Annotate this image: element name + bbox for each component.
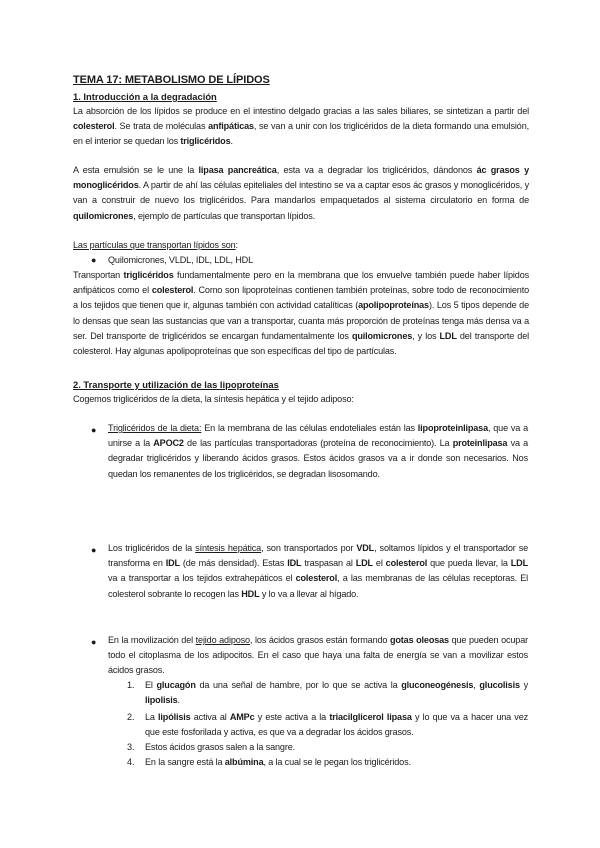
bold-term: apolipoproteínas — [358, 300, 429, 311]
text-run: del transporte del colesterol. Hay algunas apolipoproteínas que son específicas del tipo de partículas. — [73, 330, 529, 357]
bold-term: triglicéridos — [180, 136, 231, 147]
numbered-item-1 — [145, 678, 528, 708]
text-run: ). Los 5 tipos depende de lo densas que sean las sustancias que van a transportar, cuanta más proporción de proteínas tenga más densa va a ser. Del transporte de triglicéridos se encargan fundamentalmente los — [73, 300, 529, 341]
bold-term: quilomicrones — [351, 330, 413, 341]
bold-term: colesterol — [151, 285, 194, 296]
text-run: , son transportados por — [261, 543, 357, 553]
bullet-dietary-triglycerides — [108, 421, 528, 482]
bold-term: proteinlipasa — [452, 438, 508, 449]
underlined-text: síntesis hepática — [195, 543, 262, 553]
bold-term: APOC2 — [153, 438, 184, 449]
bold-term: colesterol — [73, 121, 115, 132]
text-run: y lo va a llevar al hígado. — [259, 588, 359, 599]
numbered-item-marker: 2. — [127, 712, 135, 722]
text-run: que pueden ocupar todo el citoplasma de los adipocitos. En el caso que haya una falta de energía se van a movilizar estos ácidos grasos. — [108, 635, 528, 676]
underlined-text: tejido adiposo — [195, 635, 250, 645]
bold-term: glucolisis — [479, 680, 520, 690]
bold-term: colesterol — [385, 558, 428, 569]
text-run: , soltamos lípidos y el transportador se transforma en — [108, 543, 528, 569]
bold-term: gotas oleosas — [389, 635, 449, 645]
text-run: . A partir de ahí las células epiteliales del intestino se va a captar esos ác grasos y monoglicéridos, y van a construir de nuevo los triglicéridos. Para mandarlos empaquetados al sistema circulatorio en forma de — [73, 180, 529, 206]
text-run: A esta emulsión se le une la — [73, 165, 199, 175]
bold-term: VDL — [356, 543, 375, 553]
bold-term: gluconeogénesis — [401, 680, 474, 690]
bullet-icon: ● — [91, 425, 97, 435]
bold-term: lipasa pancreática — [198, 165, 277, 175]
text-run: , — [473, 680, 480, 690]
particles-heading-colon: : — [235, 240, 238, 250]
text-run: da una señal de hambre, por lo que se activa la — [195, 680, 402, 690]
text-run: traspasan al — [301, 558, 356, 569]
numbered-item-2 — [145, 710, 528, 740]
text-run: , los ácidos grasos están formando — [249, 635, 390, 645]
text-run: La — [145, 712, 159, 722]
bold-term: colesterol — [295, 573, 338, 584]
bold-term: lipoproteinlipasa — [417, 423, 488, 433]
text-run: . — [177, 695, 180, 706]
text-run: de las partículas transportadoras (proteína de reconocimiento). La — [183, 438, 453, 449]
text-run: , se van a unir con los triglicéridos de la dieta formando una emulsión, en el interior se quedan los — [73, 121, 529, 147]
bold-term: ác grasos y monoglicéridos — [73, 165, 529, 191]
section-2-intro: Cogemos triglicéridos de la dieta, la síntesis hepática y el tejido adiposo: — [73, 394, 354, 404]
bullet-hepatic-synthesis — [108, 541, 528, 602]
section-1-paragraph-1 — [73, 104, 529, 150]
particles-list-item: Quilomicrones, VLDL, IDL, LDL, HDL — [108, 255, 254, 265]
bold-term: triglicéridos — [123, 270, 174, 280]
text-run: En la membrana de las células endoteliales están las — [201, 423, 418, 433]
text-run: , que va a unirse a la — [108, 423, 528, 449]
bold-term: LDL — [439, 330, 457, 341]
bullet-icon: ● — [91, 637, 97, 647]
text-run: Los triglicéridos de la — [108, 543, 196, 553]
text-run: , ejemplo de partículas que transportan lípidos. — [133, 210, 316, 221]
text-run: En la sangre está la — [145, 757, 225, 767]
text-run: . Se trata de moléculas — [114, 121, 209, 132]
text-run: . Como son lipoproteínas contienen también proteínas, sobre todo de reconocimiento a los tejidos que tienen que ir, algunas también con actividad catalíticas ( — [73, 285, 529, 311]
bold-term: lipólisis — [158, 712, 191, 722]
bold-term: triacilglicerol lipasa — [329, 712, 412, 722]
text-run: que pueda llevar, la — [427, 558, 511, 569]
bold-term: anfipáticas — [208, 121, 254, 132]
bold-term: IDL — [165, 558, 180, 569]
numbered-item-4 — [145, 755, 528, 770]
bold-term: HDL — [241, 588, 260, 599]
text-run: En la movilización del — [108, 635, 196, 645]
bold-term: lipolisis — [145, 695, 178, 706]
particles-heading: Las partículas que transportan lípidos son — [73, 240, 236, 250]
section-1-paragraph-3 — [73, 268, 529, 359]
section-1-heading: 1. Introducción a la degradación — [73, 91, 217, 102]
numbered-item-marker: 4. — [127, 757, 135, 767]
bullet-adipose-tissue — [108, 633, 528, 679]
bold-term: LDL — [355, 558, 373, 569]
numbered-item-marker: 1. — [127, 680, 135, 690]
bold-term: IDL — [287, 558, 302, 569]
text-run: , esta va a degradar los triglicéridos, dándonos — [276, 165, 477, 175]
page-title: TEMA 17: METABOLISMO DE LÍPIDOS — [73, 74, 270, 86]
text-run: el — [372, 558, 386, 569]
bold-term: glucagón — [156, 680, 196, 690]
bold-term: LDL — [510, 558, 528, 569]
text-run: Estos ácidos grasos salen a la sangre. — [145, 742, 295, 752]
numbered-item-3 — [145, 740, 528, 755]
numbered-item-marker: 3. — [127, 742, 135, 752]
bold-term: AMPc — [229, 712, 255, 722]
text-run: , a las membranas de las células receptoras. El colesterol sobrante lo recogen las — [108, 573, 528, 599]
text-run: y — [519, 680, 528, 690]
bullet-icon: ● — [91, 255, 97, 265]
text-run: y lo que va a hacer una vez que este fosforilada y activa, es que va a degradar los ácidos grasos. — [145, 712, 528, 738]
section-1-paragraph-2 — [73, 163, 529, 224]
text-run: fundamentalmente pero en la membrana que los envuelve también puede haber lípidos anfipáticos como el — [73, 270, 530, 296]
text-run: (de más densidad). Estas — [179, 558, 288, 569]
text-run: La absorción de los lípidos se produce en el intestino delgado gracias a las sales biliares, se sintetizan a partir del — [73, 106, 529, 116]
bold-term: quilomicrones — [73, 210, 134, 221]
bullet-icon: ● — [91, 545, 97, 555]
text-run: , y los — [412, 330, 440, 341]
text-run: y este activa a la — [254, 712, 330, 722]
text-run: va a degradar triglicéridos y liberando ácidos grasos. Estos ácidos grasos va a ir donde son necesarios. Nos quedan los remanentes de los triglicéridos, se degradan lisosomando. — [108, 438, 529, 479]
section-2-heading: 2. Transporte y utilización de las lipoproteínas — [73, 379, 279, 390]
text-run: , a la cual se le pegan los triglicéridos. — [263, 757, 411, 767]
particles-heading-line — [73, 240, 238, 250]
bold-term: albúmina — [224, 757, 264, 767]
text-run: . — [230, 136, 233, 147]
text-run: Transportan — [73, 270, 124, 280]
text-run: va a transportar a los tejidos extrahepáticos el — [108, 573, 296, 584]
underlined-text: Triglicéridos de la dieta: — [108, 423, 202, 433]
text-run: activa al — [190, 712, 230, 722]
text-run: El — [145, 680, 157, 690]
